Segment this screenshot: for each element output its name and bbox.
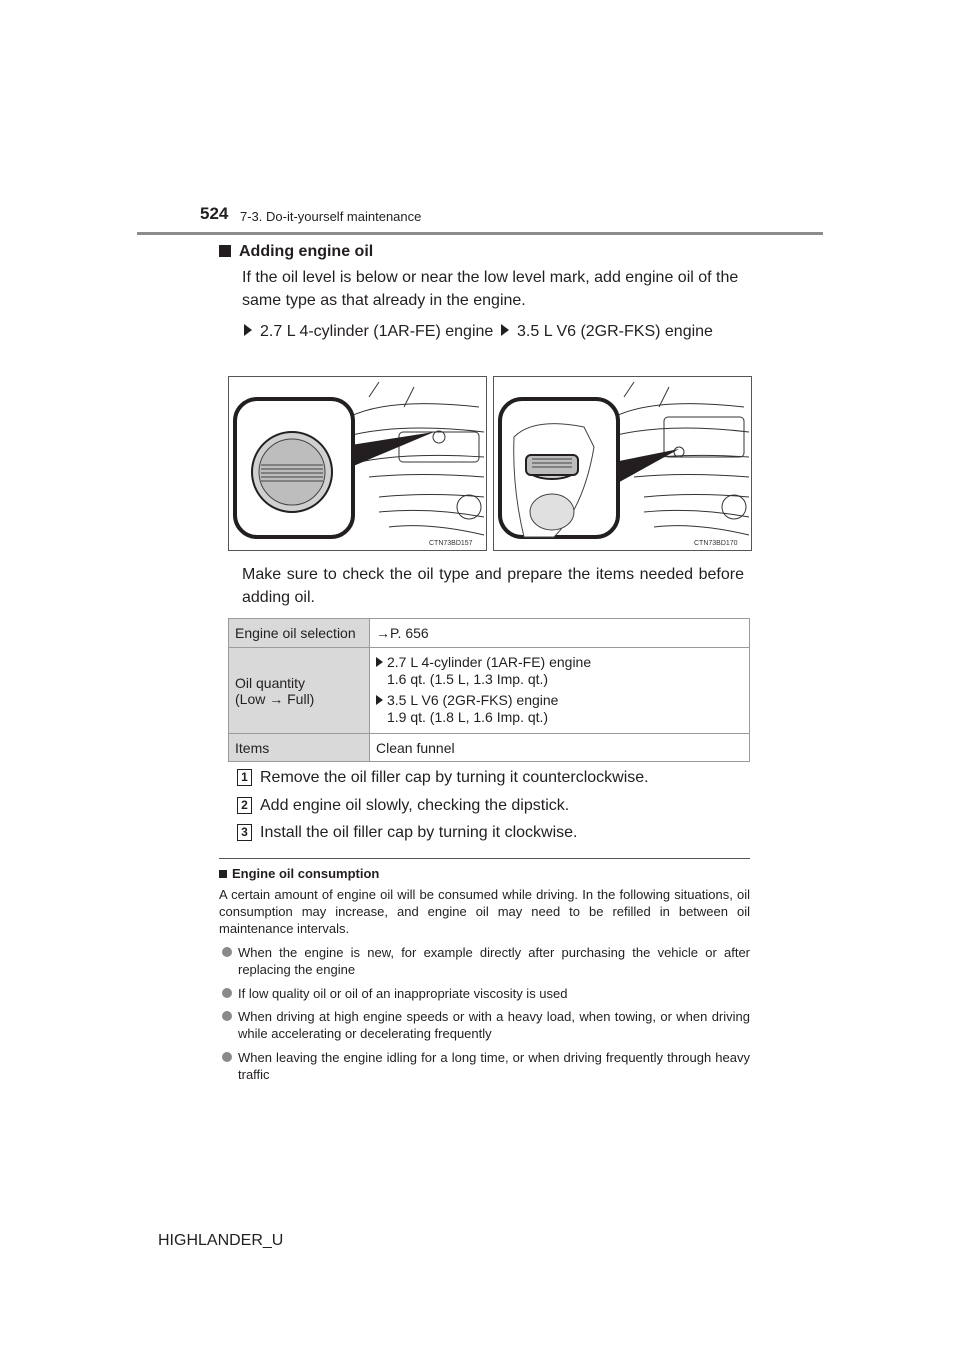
square-bullet-icon bbox=[219, 870, 227, 878]
circle-bullet-icon bbox=[222, 947, 232, 957]
circle-bullet-icon bbox=[222, 1052, 232, 1062]
figure-v6-oil-cap bbox=[493, 376, 752, 551]
page-number: 524 bbox=[200, 204, 229, 223]
bullet-text: When the engine is new, for example directly after purchasing the vehicle or after replacing the engine bbox=[238, 945, 750, 977]
section-title: 7-3. Do-it-yourself maintenance bbox=[240, 209, 422, 224]
quantity-engine: 3.5 L V6 (2GR-FKS) engine bbox=[387, 691, 559, 708]
quantity-item bbox=[376, 654, 743, 688]
quantity-item bbox=[376, 692, 743, 726]
table-value: Clean funnel bbox=[370, 734, 750, 762]
consumption-body: A certain amount of engine oil will be consumed while driving. In the following situations, oil consumption may increase, and engine oil may need to be refilled in between oil maintenance intervals. bbox=[219, 887, 750, 936]
quantity-engine: 2.7 L 4-cylinder (1AR-FE) engine bbox=[387, 653, 592, 670]
bullet-text: When driving at high engine speeds or with a heavy load, when towing, or when driving while accelerating or decelerating frequently bbox=[238, 1009, 750, 1041]
quantity-label: Oil quantity bbox=[235, 674, 306, 691]
table-value bbox=[370, 619, 750, 648]
step-number: 3 bbox=[237, 824, 252, 841]
circle-bullet-icon bbox=[222, 1011, 232, 1021]
footer-model: HIGHLANDER_U bbox=[158, 1232, 284, 1249]
step-text: Add engine oil slowly, checking the dipstick. bbox=[260, 797, 570, 814]
triangle-bullet-icon bbox=[501, 324, 509, 336]
bullet-text: If low quality oil or oil of an inappropriate viscosity is used bbox=[238, 986, 568, 1001]
engine-bay-illustration bbox=[494, 377, 751, 550]
preparation-note: Make sure to check the oil type and prepare the items needed before adding oil. bbox=[242, 566, 744, 606]
list-item bbox=[222, 1008, 750, 1042]
engine-bay-illustration bbox=[229, 377, 486, 550]
list-item bbox=[222, 1049, 750, 1083]
table-row bbox=[229, 619, 750, 648]
list-item bbox=[222, 944, 750, 978]
triangle-bullet-icon bbox=[376, 695, 383, 705]
header-rule bbox=[137, 232, 823, 235]
step-number: 1 bbox=[237, 769, 252, 786]
figure-code: CTN73BD170 bbox=[694, 540, 738, 547]
bullet-text: When leaving the engine idling for a long time, or when driving frequently through heavy traffic bbox=[238, 1050, 750, 1082]
step-2 bbox=[237, 796, 569, 816]
table-value bbox=[370, 648, 750, 734]
table-key: Engine oil selection bbox=[229, 619, 370, 648]
table-key bbox=[229, 648, 370, 734]
quantity-amount: 1.6 qt. (1.5 L, 1.3 Imp. qt.) bbox=[387, 670, 549, 687]
figure-4cyl-oil-cap bbox=[228, 376, 487, 551]
table-row bbox=[229, 648, 750, 734]
step-text: Remove the oil filler cap by turning it counterclockwise. bbox=[260, 769, 649, 786]
circle-bullet-icon bbox=[222, 988, 232, 998]
step-1 bbox=[237, 768, 649, 788]
oil-spec-table bbox=[228, 618, 750, 762]
triangle-bullet-icon bbox=[376, 657, 383, 667]
section-heading bbox=[219, 243, 373, 261]
heading-text: Adding engine oil bbox=[239, 243, 374, 260]
consumption-title: Engine oil consumption bbox=[232, 866, 380, 881]
arrow-icon: → bbox=[376, 625, 390, 641]
quantity-range: (Low → Full) bbox=[235, 690, 315, 707]
section-divider bbox=[219, 858, 750, 859]
step-3 bbox=[237, 823, 577, 843]
page-reference-link[interactable]: P. 656 bbox=[390, 625, 429, 641]
quantity-amount: 1.9 qt. (1.8 L, 1.6 Imp. qt.) bbox=[387, 708, 549, 725]
variant-label-4cyl bbox=[244, 320, 494, 343]
list-item bbox=[222, 985, 750, 1002]
step-number: 2 bbox=[237, 797, 252, 814]
variant-text: 2.7 L 4-cylinder (1AR-FE) engine bbox=[260, 323, 494, 340]
table-row bbox=[229, 734, 750, 762]
consumption-heading bbox=[219, 866, 379, 881]
table-key: Items bbox=[229, 734, 370, 762]
square-bullet-icon bbox=[219, 245, 231, 257]
step-text: Install the oil filler cap by turning it clockwise. bbox=[260, 824, 578, 841]
figure-code: CTN73BD157 bbox=[429, 540, 473, 547]
variant-text: 3.5 L V6 (2GR-FKS) engine bbox=[517, 323, 713, 340]
intro-paragraph: If the oil level is below or near the low level mark, add engine oil of the same type as that already in the engine. bbox=[242, 269, 739, 309]
variant-label-v6 bbox=[501, 320, 751, 343]
triangle-bullet-icon bbox=[244, 324, 252, 336]
